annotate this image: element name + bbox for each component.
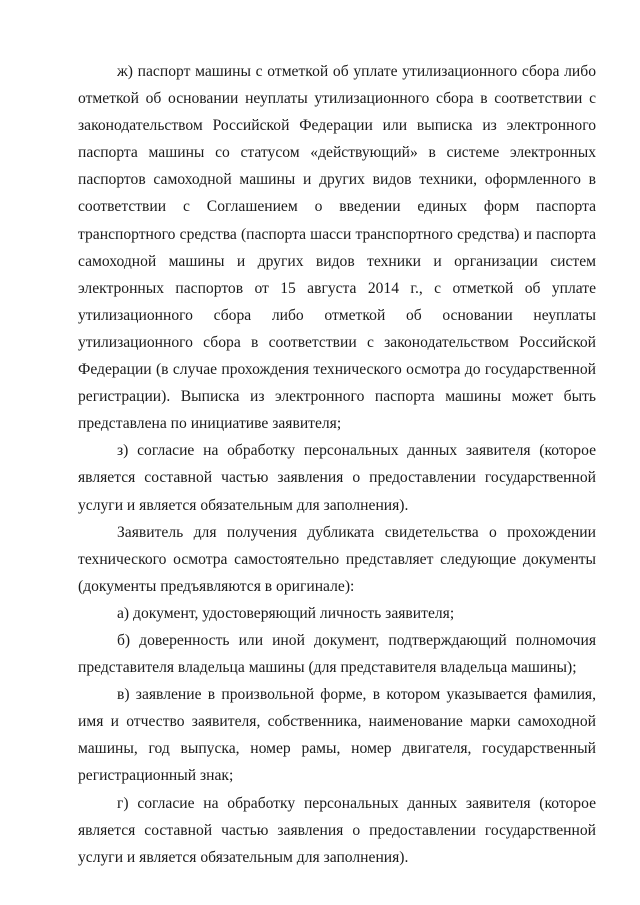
paragraph-identity-document: а) документ, удостоверяющий личность заявителя; xyxy=(117,604,455,622)
paragraph-power-of-attorney: б) доверенность или иной документ, подтверждающий полномочия представителя владельца машины (для представителя владельца машины); xyxy=(78,631,596,677)
paragraph-duplicate-intro: Заявитель для получения дубликата свидетельства о прохождении технического осмотра самостоятельно представляет следующие документы (документы предъявляются в оригинале): xyxy=(78,523,596,595)
paragraph-application: в) заявление в произвольной форме, в котором указывается фамилия, имя и отчество заявителя, собственника, наименование марки самоходной машины, год выпуска, номер рамы, номер двигателя, государственный регистрационный знак; xyxy=(78,686,596,785)
paragraph-consent-z: з) согласие на обработку персональных данных заявителя (которое является составной частью заявления о предоставлении государственной услуги и является обязательным для заполнения). xyxy=(78,442,596,514)
document-body xyxy=(78,58,596,871)
paragraph-passport: ж) паспорт машины с отметкой об уплате утилизационного сбора либо отметкой об основании неуплаты утилизационного сбора в соответствии с законодательством Российской Федерации или выписка из электронного паспорта машины со статусом «действующий» в системе электронных паспортов самоходной машины и других видов техники, оформленного в соответствии с Соглашением о введении единых форм паспорта транспортного средства (паспорта шасси транспортного средства) и паспорта самоходной машины и других видов техники и организации систем электронных паспортов от 15 августа 2014 г., с отметкой об уплате утилизационного сбора либо отметкой об основании неуплаты утилизационного сбора в соответствии с законодательством Российской Федерации (в случае прохождения технического осмотра до государственной регистрации). Выписка из электронного паспорта машины может быть представлена по инициативе заявителя; xyxy=(78,63,596,433)
paragraph-consent-g: г) согласие на обработку персональных данных заявителя (которое является составной частью заявления о предоставлении государственной услуги и является обязательным для заполнения). xyxy=(78,794,596,866)
